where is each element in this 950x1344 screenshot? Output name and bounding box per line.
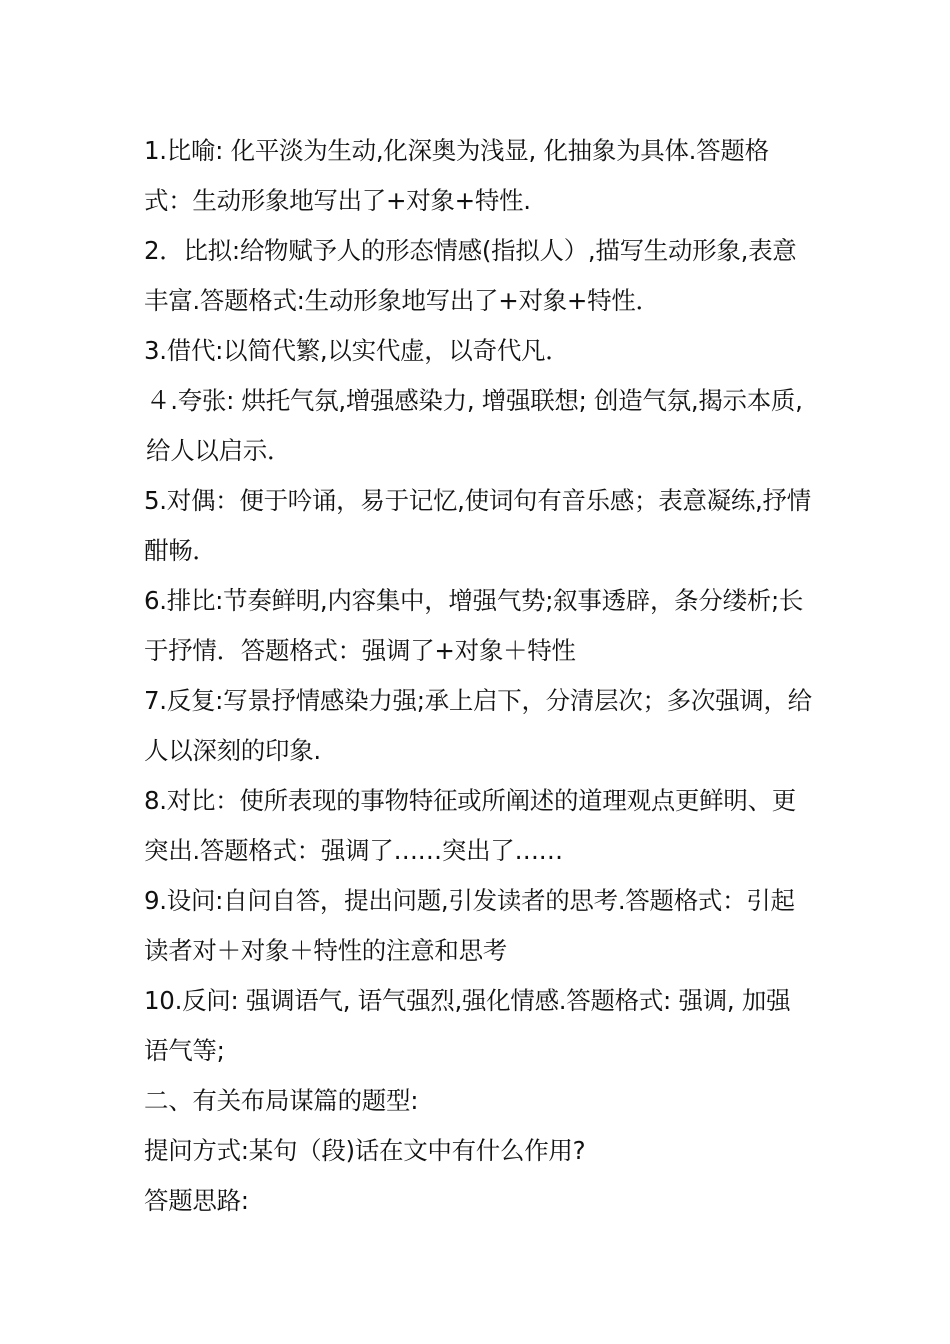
document-body [144,126,814,1226]
paragraph-answer-approach: 答题思路: [144,1186,249,1215]
section-heading: 二、有关布局谋篇的题型: [144,1086,419,1115]
paragraph-repetition: 7.反复:写景抒情感染力强;承上启下，分清层次；多次强调，给人以深刻的印象. [144,686,812,765]
paragraph-counter-question: 10.反问: 强调语气, 语气强烈,强化情感.答题格式: 强调, 加强语气等; [144,986,791,1065]
paragraph-antithesis: 5.对偶：便于吟诵，易于记忆,使词句有音乐感；表意凝练,抒情酣畅． [144,486,811,565]
paragraph-contrast: 8.对比：使所表现的事物特征或所阐述的道理观点更鲜明、更突出.答题格式：强调了……突出了…… [144,786,796,865]
paragraph-rhetorical-question: 9.设问:自问自答，提出问题,引发读者的思考.答题格式：引起读者对＋对象＋特性的注意和思考 [144,886,795,965]
paragraph-personification: 2．比拟:给物赋予人的形态情感(指拟人）,描写生动形象,表意丰富.答题格式:生动形象地写出了+对象+特性． [144,236,797,315]
paragraph-metaphor: 1.比喻: 化平淡为生动,化深奥为浅显, 化抽象为具体.答题格式：生动形象地写出了+对象+特性. [144,136,769,215]
paragraph-parallelism: 6.排比:节奏鲜明,内容集中，增强气势;叙事透辟，条分缕析;长于抒情．答题格式：强调了+对象＋特性 [144,586,804,665]
paragraph-metonymy: 3.借代:以简代繁,以实代虚，以奇代凡． [144,336,570,365]
paragraph-hyperbole: ４.夸张: 烘托气氛,增强感染力, 增强联想; 创造气氛,揭示本质,给人以启示． [146,386,803,465]
paragraph-question-format: 提问方式:某句（段)话在文中有什么作用? [144,1136,586,1165]
